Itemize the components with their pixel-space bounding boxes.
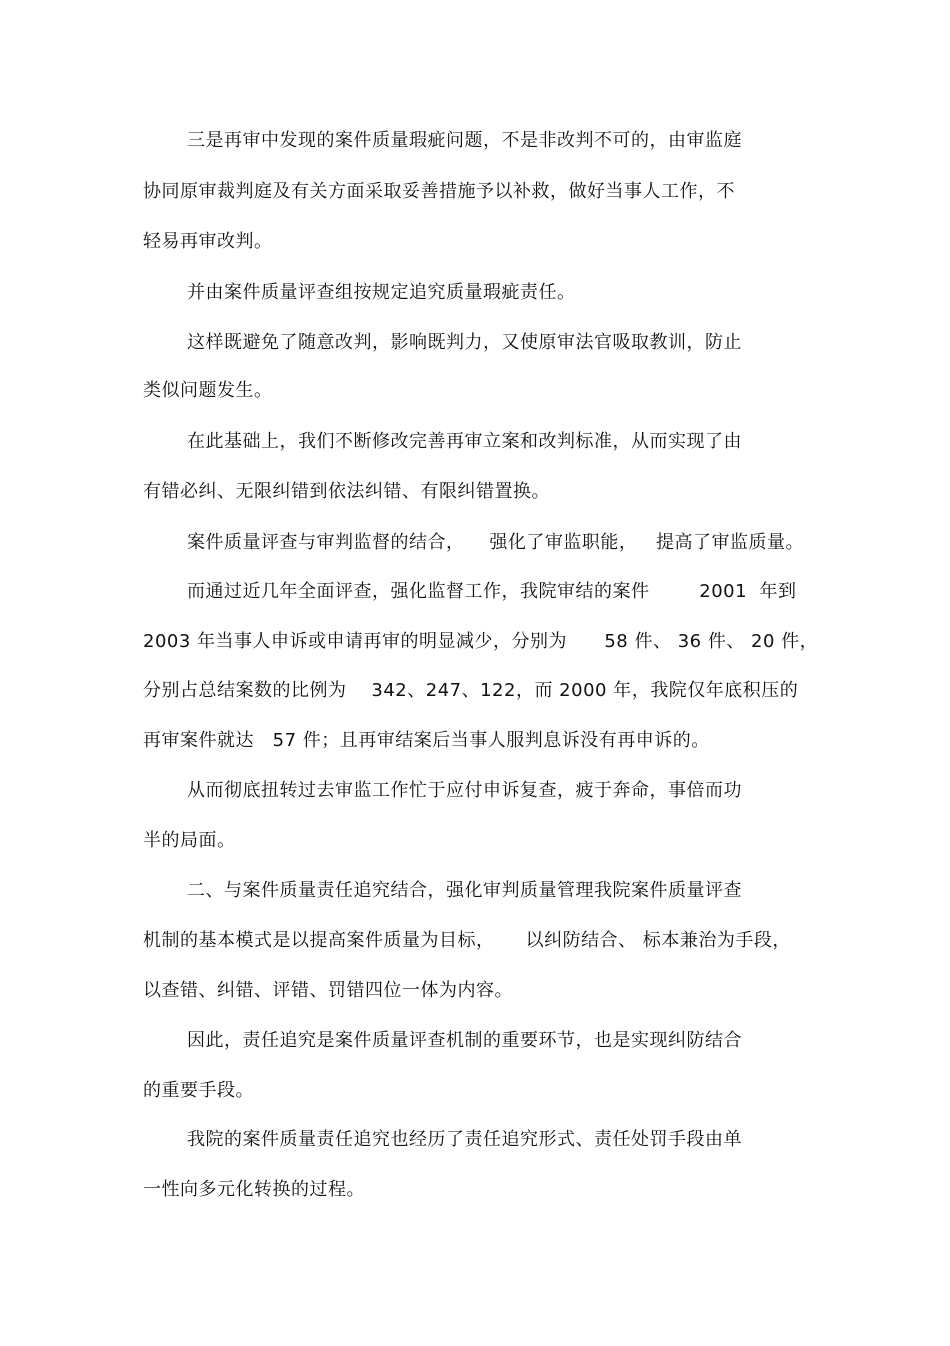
text-line-7: 在此基础上，我们不断修改完善再审立案和改判标准，从而实现了由 bbox=[187, 431, 742, 452]
text-line-14: 从而彻底扭转过去审监工作忙于应付申诉复查，疲于奔命，事倍而功 bbox=[187, 780, 742, 801]
text-line-13: 再审案件就达 57 件；且再审结案后当事人服判息诉没有再申诉的。 bbox=[143, 730, 710, 751]
text-line-11: 2003 年当事人申诉或申请再审的明显减少，分别为 58 件、 36 件、 20 件， bbox=[143, 631, 819, 652]
text-line-3: 轻易再审改判。 bbox=[143, 231, 273, 252]
text-line-4: 并由案件质量评查组按规定追究质量瑕疵责任。 bbox=[187, 282, 576, 303]
text-line-5: 这样既避免了随意改判，影响既判力，又使原审法官吸取教训，防止 bbox=[187, 332, 742, 353]
text-line-21: 我院的案件质量责任追究也经历了责任追究形式、责任处罚手段由单 bbox=[187, 1129, 742, 1150]
text-line-8: 有错必纠、无限纠错到依法纠错、有限纠错置换。 bbox=[143, 481, 550, 502]
text-line-10: 而通过近几年全面评查，强化监督工作，我院审结的案件 2001 年到 bbox=[187, 581, 797, 602]
text-line-16: 二、与案件质量责任追究结合，强化审判质量管理我院案件质量评查 bbox=[187, 880, 742, 901]
text-line-9: 案件质量评查与审判监督的结合， 强化了审监职能， 提高了审监质量。 bbox=[187, 532, 805, 553]
text-line-20: 的重要手段。 bbox=[143, 1080, 254, 1101]
text-line-12: 分别占总结案数的比例为 342、247、122，而 2000 年，我院仅年底积压的 bbox=[143, 680, 799, 701]
text-line-17: 机制的基本模式是以提高案件质量为目标， 以纠防结合、 标本兼治为手段， bbox=[143, 930, 791, 951]
text-line-2: 协同原审裁判庭及有关方面采取妥善措施予以补救，做好当事人工作，不 bbox=[143, 181, 735, 202]
text-line-19: 因此，责任追究是案件质量评查机制的重要环节，也是实现纠防结合 bbox=[187, 1030, 742, 1051]
text-line-6: 类似问题发生。 bbox=[143, 380, 273, 401]
text-line-1: 三是再审中发现的案件质量瑕疵问题，不是非改判不可的，由审监庭 bbox=[187, 130, 742, 151]
text-line-22: 一性向多元化转换的过程。 bbox=[143, 1179, 365, 1200]
text-line-15: 半的局面。 bbox=[143, 830, 236, 851]
text-line-18: 以查错、纠错、评错、罚错四位一体为内容。 bbox=[143, 980, 513, 1001]
